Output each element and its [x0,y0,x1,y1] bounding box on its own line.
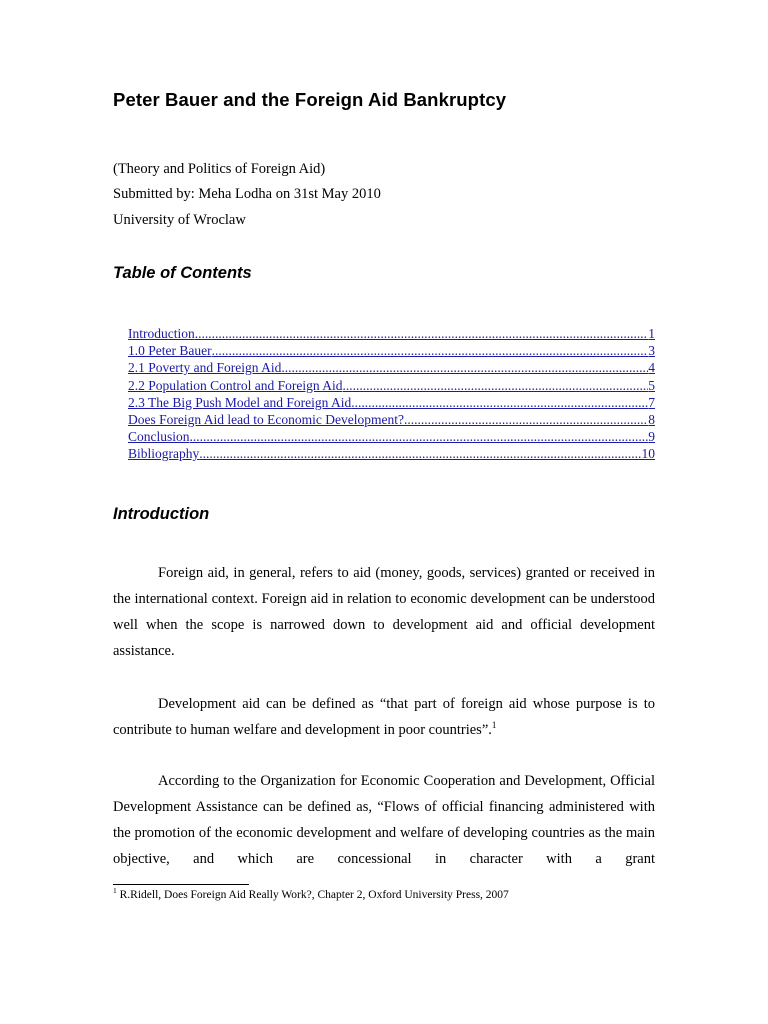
toc-entry-population-control[interactable] [128,377,655,394]
toc-entry-label: 1.0 Peter Bauer [128,343,212,359]
toc-leader [212,342,649,359]
toc-leader [281,359,648,376]
toc-entry-bibliography[interactable] [128,445,655,462]
footnote [113,886,509,901]
paragraph-text [113,691,655,743]
course-subtitle: (Theory and Politics of Foreign Aid) [113,161,326,177]
toc-entry-page: 1 [648,326,655,341]
toc-entry-page: 3 [648,343,655,359]
toc-entry-label: Conclusion [128,429,190,445]
submission-line: Submitted by: Meha Lodha on 31st May 2010 [113,186,381,202]
toc-entry-introduction[interactable] [128,325,655,342]
toc-leader [404,411,648,428]
toc-leader [343,377,649,394]
toc-entry-page: 4 [648,360,655,376]
paragraph-text: According to the Organization for Economic Cooperation and Development, Official Development Assistance can be defined as, “Flows of official financing administered with the promotion of the economic development and welfare of developing countries as the main objective, and which are concessional in character with a grant [113,773,655,867]
footnote-separator [113,884,249,885]
toc-entry-label: 2.2 Population Control and Foreign Aid [128,377,343,393]
toc-entry-label: 2.3 The Big Push Model and Foreign Aid [128,394,352,410]
footnote-text: R.Ridell, Does Foreign Aid Really Work?, Chapter 2, Oxford University Press, 2007 [116,889,509,901]
toc-entry-page: 8 [648,411,655,427]
toc-entry-conclusion[interactable] [128,428,655,445]
toc-entry-page: 9 [648,429,655,445]
toc-leader [190,428,649,445]
toc-entry-label: Bibliography [128,446,200,462]
toc-entry-page: 5 [648,377,655,393]
introduction-paragraph-2 [113,691,655,743]
toc-entry-page: 7 [648,394,655,410]
paragraph-body: Development aid can be defined as “that part of foreign aid whose purpose is to contribute to human welfare and development in poor countries”. [113,696,655,738]
university-line: University of Wroclaw [113,212,246,228]
toc-entry-peter-bauer[interactable] [128,342,655,359]
table-of-contents [128,325,655,463]
toc-leader [195,325,649,342]
footnote-reference[interactable]: 1 [491,720,497,731]
introduction-paragraph-1 [113,560,655,664]
toc-entry-page: 10 [641,446,655,462]
introduction-paragraph-3 [113,768,655,872]
toc-entry-label: Does Foreign Aid lead to Economic Development? [128,411,404,427]
toc-entry-label: Introduction [128,326,195,341]
toc-entry-poverty[interactable] [128,359,655,376]
toc-entry-economic-development[interactable] [128,411,655,428]
toc-entry-big-push[interactable] [128,394,655,411]
footnote-number: 1 [113,886,117,896]
paragraph-text: Foreign aid, in general, refers to aid (money, goods, services) granted or received in the international context. Foreign aid in relation to economic development can be understood well when the scope is narrowed down to development aid and official development assistance. [113,565,655,659]
toc-leader [351,394,648,411]
toc-entry-label: 2.1 Poverty and Foreign Aid [128,360,282,376]
introduction-heading: Introduction [113,505,210,523]
document-title: Peter Bauer and the Foreign Aid Bankruptcy [113,89,507,110]
toc-leader [199,445,641,462]
toc-heading: Table of Contents [113,264,252,282]
